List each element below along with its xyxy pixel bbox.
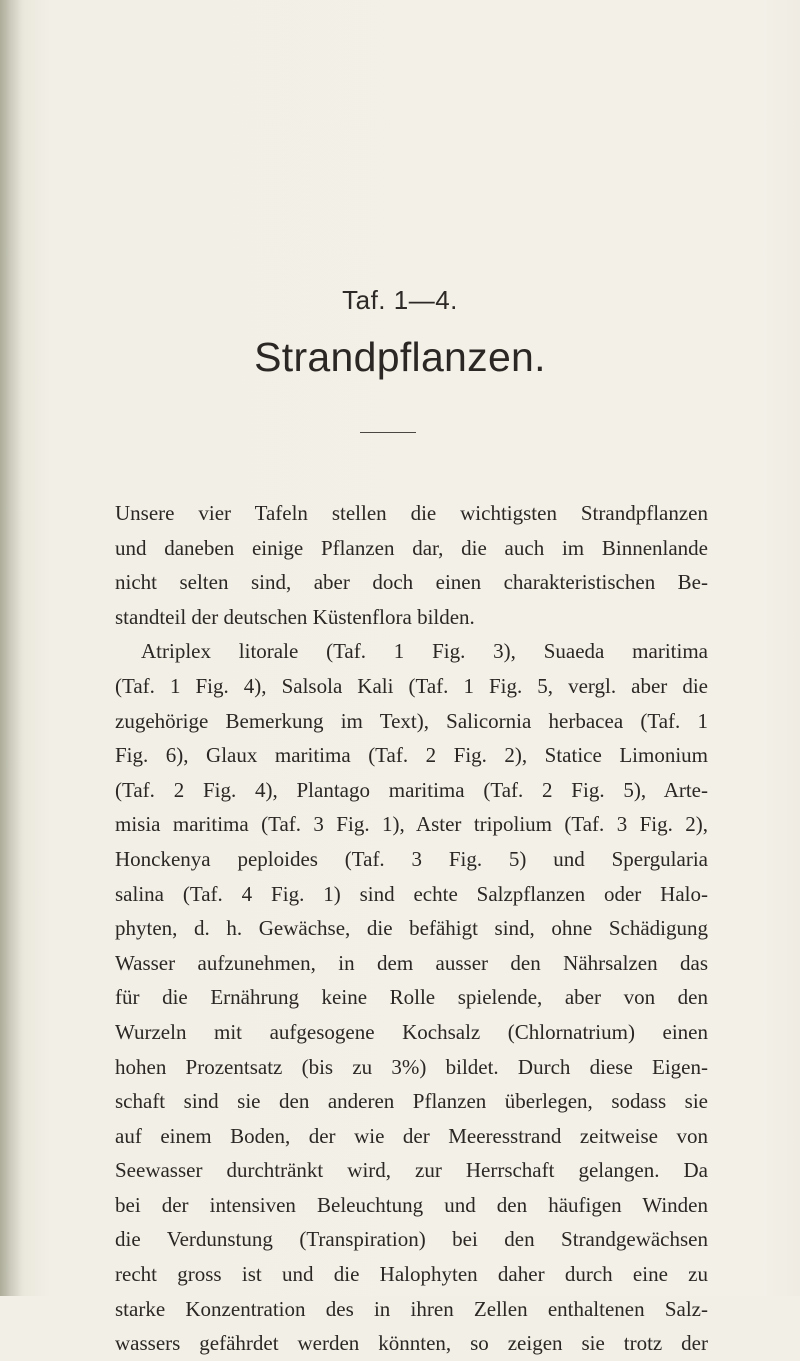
- text-line: und daneben einige Pflanzen dar, die auch im Binnenlande: [115, 535, 708, 560]
- text-line: (Taf. 1 Fig. 4), Salsola Kali (Taf. 1 Fig. 5, vergl. aber die: [115, 673, 708, 698]
- text-line: nicht selten sind, aber doch einen charakteristischen Be-: [115, 570, 708, 595]
- text-line: starke Konzentration des in ihren Zellen enthaltenen Salz-: [115, 1296, 708, 1321]
- text-line: hohen Prozentsatz (bis zu 3%) bildet. Durch diese Eigen-: [115, 1054, 708, 1079]
- text-line: salina (Taf. 4 Fig. 1) sind echte Salzpflanzen oder Halo-: [115, 881, 708, 906]
- text-line: Wasser aufzunehmen, in dem ausser den Nährsalzen das: [115, 950, 708, 975]
- text-line: Atriplex litorale (Taf. 1 Fig. 3), Suaeda maritima: [141, 639, 708, 664]
- text-line: recht gross ist und die Halophyten daher durch eine zu: [115, 1262, 708, 1287]
- text-line: bei der intensiven Beleuchtung und den häufigen Winden: [115, 1192, 708, 1217]
- page-gutter-shadow: [0, 0, 22, 1296]
- text-line: schaft sind sie den anderen Pflanzen überlegen, sodass sie: [115, 1089, 708, 1114]
- text-line: wassers gefährdet werden könnten, so zeigen sie trotz der: [115, 1331, 708, 1356]
- page-title: Strandpflanzen.: [254, 334, 546, 380]
- text-line: Unsere vier Tafeln stellen die wichtigsten Strandpflanzen: [115, 501, 708, 525]
- text-line: standteil der deutschen Küstenflora bilden.: [115, 604, 475, 629]
- text-line: (Taf. 2 Fig. 4), Plantago maritima (Taf. 2 Fig. 5), Arte-: [115, 777, 708, 802]
- text-line: zugehörige Bemerkung im Text), Salicornia herbacea (Taf. 1: [115, 708, 708, 733]
- text-line: misia maritima (Taf. 3 Fig. 1), Aster tripolium (Taf. 3 Fig. 2),: [115, 812, 708, 837]
- text-line: für die Ernährung keine Rolle spielende, aber von den: [115, 985, 708, 1010]
- text-line: Seewasser durchtränkt wird, zur Herrschaft gelangen. Da: [115, 1158, 708, 1183]
- text-line: Honckenya peploides (Taf. 3 Fig. 5) und Spergularia: [115, 846, 708, 871]
- text-line: Wurzeln mit aufgesogene Kochsalz (Chlornatrium) einen: [115, 1019, 708, 1044]
- title-divider: [360, 432, 416, 433]
- text-line: Fig. 6), Glaux maritima (Taf. 2 Fig. 2), Statice Limonium: [115, 743, 708, 768]
- plate-reference: Taf. 1—4.: [342, 285, 458, 315]
- text-line: phyten, d. h. Gewächse, die befähigt sind, ohne Schädigung: [115, 916, 708, 941]
- text-line: die Verdunstung (Transpiration) bei den Strandgewächsen: [115, 1227, 708, 1252]
- body-text: [115, 496, 708, 1361]
- text-line: auf einem Boden, der wie der Meeresstrand zeitweise von: [115, 1123, 708, 1148]
